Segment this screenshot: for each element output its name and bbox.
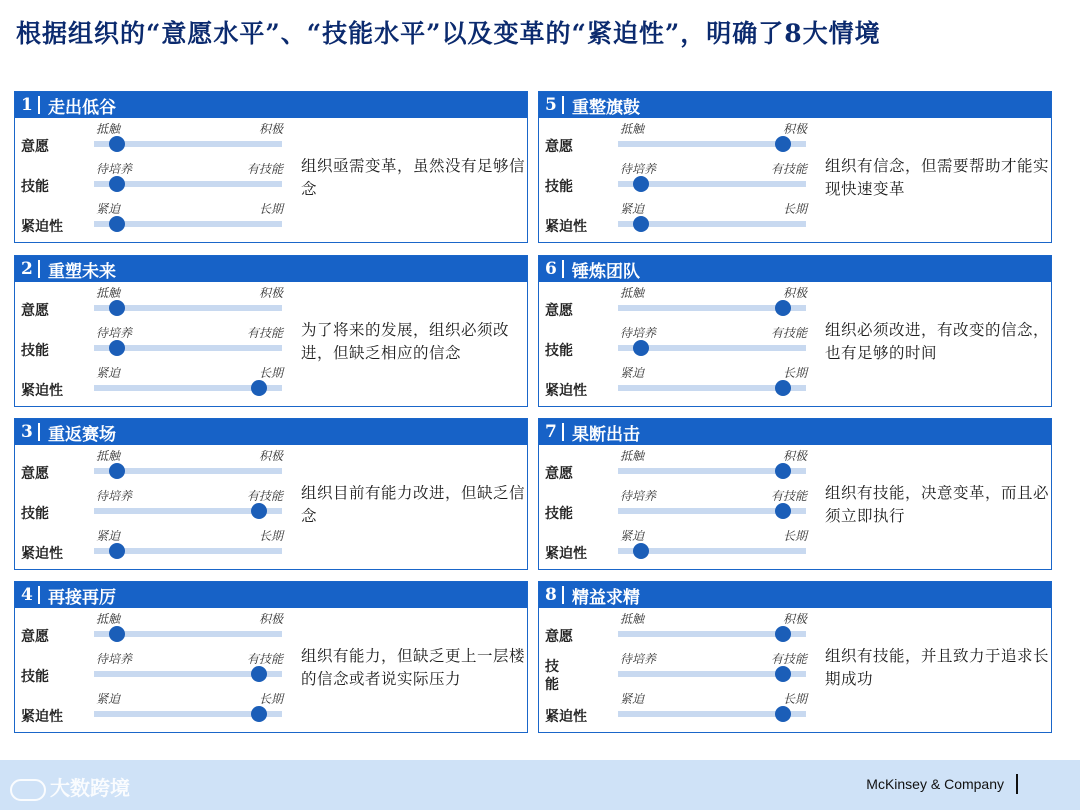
- scale-row-urgency: [15, 525, 305, 565]
- scale-row-label-line2: 能: [545, 677, 559, 693]
- scenario-header: [539, 419, 1051, 445]
- scale-track: [94, 508, 282, 514]
- scale-marker: [775, 706, 791, 722]
- scenario-number: 2: [21, 259, 33, 279]
- scale-row-willingness: [15, 608, 305, 648]
- scale-max-label: 积极: [258, 612, 283, 626]
- scale-max-label: 有技能: [770, 326, 807, 340]
- scenario-header: [15, 256, 527, 282]
- header-divider: [562, 423, 564, 441]
- scale-row-willingness: [539, 118, 829, 158]
- header-divider: [38, 96, 40, 114]
- brand-name: McKinsey & Company: [866, 776, 1004, 792]
- scale-marker: [251, 380, 267, 396]
- scale-max-label: 有技能: [770, 489, 807, 503]
- scale-track: [94, 221, 282, 227]
- scale-max-label: 长期: [782, 529, 807, 543]
- scenario-title: 精益求精: [572, 587, 640, 608]
- scale-row-willingness: [15, 118, 305, 158]
- scale-row-label: 紧迫性: [21, 709, 63, 725]
- scenario-number: 1: [21, 95, 33, 115]
- scale-marker: [775, 136, 791, 152]
- scenario-title: 走出低谷: [48, 97, 116, 118]
- scale-max-label: 长期: [782, 366, 807, 380]
- scale-track: [94, 385, 282, 391]
- scale-row-label: 紧迫性: [545, 383, 587, 399]
- scale-marker: [109, 340, 125, 356]
- scale-min-label: 抵触: [96, 612, 121, 626]
- scale-marker: [109, 136, 125, 152]
- scale-min-label: 紧迫: [620, 692, 645, 706]
- scale-row-urgency: [15, 198, 305, 238]
- scale-row-label: 紧迫性: [545, 546, 587, 562]
- scale-min-label: 待培养: [620, 162, 657, 176]
- scale-min-label: 抵触: [96, 286, 121, 300]
- scenario-card: [14, 418, 528, 570]
- scale-min-label: 待培养: [620, 489, 657, 503]
- scale-track: [94, 548, 282, 554]
- scale-marker: [633, 176, 649, 192]
- scale-max-label: 积极: [258, 286, 283, 300]
- scenario-number: 3: [21, 422, 33, 442]
- scale-row-skill: [539, 485, 829, 525]
- footer: [0, 760, 1080, 810]
- scale-row-skill: [15, 648, 305, 688]
- scale-row-label: 技能: [545, 179, 573, 195]
- scale-min-label: 待培养: [96, 652, 133, 666]
- scenario-card: [538, 91, 1052, 243]
- scenario-title: 重返赛场: [48, 424, 116, 445]
- scale-track: [618, 508, 806, 514]
- scale-max-label: 积极: [782, 122, 807, 136]
- page-title: 根据组织的“意愿水平”、“技能水平”以及变革的“紧迫性”，明确了8大情境: [16, 19, 881, 48]
- scenario-card: [14, 91, 528, 243]
- scenario-header: [539, 92, 1051, 118]
- scale-min-label: 待培养: [96, 489, 133, 503]
- scenario-header: [15, 582, 527, 608]
- scenario-header: [15, 92, 527, 118]
- scale-min-label: 紧迫: [620, 366, 645, 380]
- scenario-description: 组织必须改进，有改变的信念，也有足够的时间: [825, 321, 1050, 362]
- scale-track: [94, 711, 282, 717]
- scale-max-label: 长期: [782, 202, 807, 216]
- scenario-description: 组织有技能，并且致力于追求长期成功: [825, 647, 1050, 688]
- scenario-number: 7: [545, 422, 557, 442]
- scale-max-label: 积极: [258, 449, 283, 463]
- scenario-card: [538, 418, 1052, 570]
- scale-row-label: 紧迫性: [545, 709, 587, 725]
- scale-min-label: 抵触: [620, 122, 645, 136]
- scale-min-label: 抵触: [620, 449, 645, 463]
- scale-max-label: 积极: [782, 286, 807, 300]
- scale-min-label: 待培养: [96, 162, 133, 176]
- scale-min-label: 抵触: [620, 612, 645, 626]
- scale-marker: [633, 340, 649, 356]
- scale-min-label: 待培养: [620, 326, 657, 340]
- scale-row-urgency: [539, 525, 829, 565]
- brand-divider: [1016, 774, 1018, 794]
- scale-row-label: 意愿: [21, 139, 49, 155]
- scale-row-urgency: [539, 688, 829, 728]
- scale-max-label: 有技能: [770, 652, 807, 666]
- scale-track: [94, 181, 282, 187]
- scale-row-label: 意愿: [21, 303, 49, 319]
- scale-track: [618, 631, 806, 637]
- header-divider: [562, 96, 564, 114]
- scale-row-label: 意愿: [21, 466, 49, 482]
- scale-row-willingness: [15, 282, 305, 322]
- scale-track: [618, 671, 806, 677]
- scenario-card: [538, 255, 1052, 407]
- scenario-description: 为了将来的发展，组织必须改进，但缺乏相应的信念: [301, 321, 510, 362]
- scale-row-willingness: [539, 445, 829, 485]
- watermark-logo-icon: [10, 779, 46, 801]
- scale-marker: [109, 216, 125, 232]
- scale-max-label: 长期: [782, 692, 807, 706]
- scale-max-label: 有技能: [246, 489, 283, 503]
- scenario-scales: [539, 282, 829, 406]
- scale-marker: [109, 626, 125, 642]
- scale-min-label: 抵触: [96, 449, 121, 463]
- scale-marker: [775, 666, 791, 682]
- scale-row-skill: [539, 158, 829, 198]
- scale-row-urgency: [539, 198, 829, 238]
- scale-track: [94, 141, 282, 147]
- scenario-number: 5: [545, 95, 557, 115]
- scale-row-label-line1: 技: [545, 659, 559, 675]
- scale-track: [618, 548, 806, 554]
- scale-marker: [633, 216, 649, 232]
- scale-max-label: 有技能: [246, 652, 283, 666]
- scale-min-label: 紧迫: [96, 366, 121, 380]
- scale-max-label: 积极: [782, 449, 807, 463]
- scale-marker: [109, 463, 125, 479]
- scale-track: [94, 468, 282, 474]
- scenario-scales: [15, 282, 305, 406]
- watermark-text: 大数跨境: [50, 776, 130, 800]
- scale-row-label: 技能: [21, 179, 49, 195]
- scenario-scales: [15, 608, 305, 732]
- scale-track: [94, 345, 282, 351]
- scale-row-label: 紧迫性: [545, 219, 587, 235]
- scale-row-urgency: [15, 362, 305, 402]
- scale-marker: [775, 380, 791, 396]
- scale-row-label: 意愿: [545, 466, 573, 482]
- scale-row-label: 意愿: [545, 303, 573, 319]
- scenario-title: 再接再厉: [48, 587, 116, 608]
- scale-row-label: 技能: [21, 669, 49, 685]
- scale-track: [618, 385, 806, 391]
- scale-track: [618, 181, 806, 187]
- scale-row-label: 意愿: [545, 629, 573, 645]
- scenario-title: 重塑未来: [48, 261, 116, 282]
- scenario-header: [539, 256, 1051, 282]
- scale-marker: [633, 543, 649, 559]
- scenario-scales: [15, 118, 305, 242]
- scale-min-label: 紧迫: [96, 202, 121, 216]
- scale-row-label: 紧迫性: [21, 383, 63, 399]
- scenario-header: [15, 419, 527, 445]
- scale-row-skill: [539, 648, 829, 693]
- scale-row-label: 意愿: [21, 629, 49, 645]
- scale-min-label: 紧迫: [620, 529, 645, 543]
- scale-row-label: 意愿: [545, 139, 573, 155]
- scenario-scales: [539, 445, 829, 569]
- scale-row-skill: [15, 485, 305, 525]
- scenario-header: [539, 582, 1051, 608]
- scenario-description: 组织有能力，但缺乏更上一层楼的信念或者说实际压力: [301, 647, 526, 688]
- scale-row-skill: [15, 158, 305, 198]
- scale-row-willingness: [539, 282, 829, 322]
- scale-row-urgency: [15, 688, 305, 728]
- scale-max-label: 长期: [258, 366, 283, 380]
- scale-marker: [775, 300, 791, 316]
- scale-track: [94, 671, 282, 677]
- scale-max-label: 积极: [782, 612, 807, 626]
- scenario-number: 4: [21, 585, 33, 605]
- scale-row-urgency: [539, 362, 829, 402]
- scale-min-label: 待培养: [96, 326, 133, 340]
- scale-marker: [775, 626, 791, 642]
- scale-row-label: 紧迫性: [21, 546, 63, 562]
- scenario-number: 6: [545, 259, 557, 279]
- scenario-title: 果断出击: [572, 424, 640, 445]
- scale-row-skill: [539, 322, 829, 362]
- scale-max-label: 有技能: [246, 162, 283, 176]
- header-divider: [38, 423, 40, 441]
- scale-max-label: 有技能: [770, 162, 807, 176]
- scale-track: [94, 631, 282, 637]
- scenario-scales: [539, 608, 829, 732]
- scale-marker: [775, 503, 791, 519]
- scenario-description: 组织亟需变革，虽然没有足够信念: [301, 157, 526, 198]
- scale-marker: [775, 463, 791, 479]
- header-divider: [38, 260, 40, 278]
- scenario-description: 组织目前有能力改进，但缺乏信念: [301, 484, 526, 525]
- scenario-scales: [539, 118, 829, 242]
- scale-row-label: 技能: [21, 506, 49, 522]
- scale-marker: [251, 503, 267, 519]
- scenario-title: 重整旗鼓: [572, 97, 640, 118]
- scale-max-label: 有技能: [246, 326, 283, 340]
- scale-marker: [109, 543, 125, 559]
- scale-track: [618, 468, 806, 474]
- scale-marker: [109, 300, 125, 316]
- scale-row-willingness: [15, 445, 305, 485]
- scenario-number: 8: [545, 585, 557, 605]
- scale-marker: [251, 706, 267, 722]
- scale-min-label: 紧迫: [620, 202, 645, 216]
- scenario-card: [538, 581, 1052, 733]
- scale-max-label: 长期: [258, 529, 283, 543]
- watermark: [10, 772, 130, 801]
- scale-max-label: 长期: [258, 202, 283, 216]
- scale-row-label: 技能: [545, 506, 573, 522]
- scale-track: [618, 141, 806, 147]
- scale-min-label: 抵触: [620, 286, 645, 300]
- scale-min-label: 紧迫: [96, 692, 121, 706]
- scale-track: [618, 305, 806, 311]
- scale-track: [618, 711, 806, 717]
- scale-track: [618, 345, 806, 351]
- scale-track: [94, 305, 282, 311]
- header-divider: [38, 586, 40, 604]
- scale-marker: [251, 666, 267, 682]
- scale-marker: [109, 176, 125, 192]
- scenario-title: 锤炼团队: [572, 261, 640, 282]
- scenario-description: 组织有信念，但需要帮助才能实现快速变革: [825, 157, 1050, 198]
- scale-min-label: 抵触: [96, 122, 121, 136]
- scale-max-label: 积极: [258, 122, 283, 136]
- header-divider: [562, 260, 564, 278]
- scale-row-label: 技能: [545, 343, 573, 359]
- scale-row-willingness: [539, 608, 829, 648]
- scale-row-label: 技能: [21, 343, 49, 359]
- scale-track: [618, 221, 806, 227]
- scale-row-skill: [15, 322, 305, 362]
- header-divider: [562, 586, 564, 604]
- scenario-card: [14, 581, 528, 733]
- scenario-scales: [15, 445, 305, 569]
- scale-max-label: 长期: [258, 692, 283, 706]
- scale-row-label: 紧迫性: [21, 219, 63, 235]
- scenario-description: 组织有技能，决意变革，而且必须立即执行: [825, 484, 1050, 525]
- scale-min-label: 待培养: [620, 652, 657, 666]
- scenario-card: [14, 255, 528, 407]
- scale-min-label: 紧迫: [96, 529, 121, 543]
